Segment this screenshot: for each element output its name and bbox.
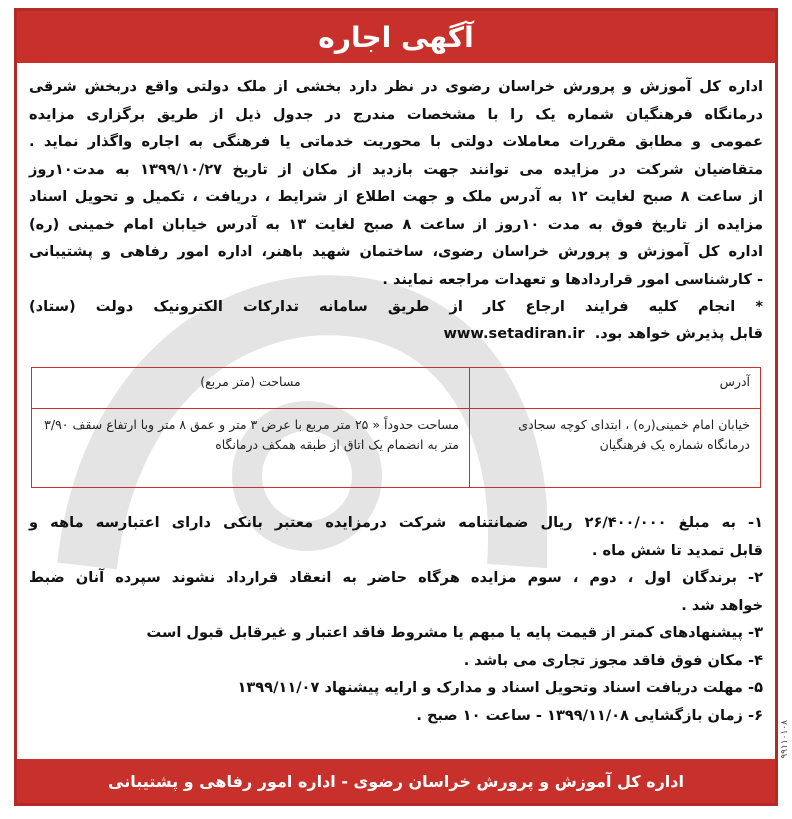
setad-url[interactable]: www.setadiran.ir [443,324,585,342]
area-header: مساحت (متر مربع) [32,368,470,409]
condition-2: ۲- برندگان اول ، دوم ، سوم مزایده هرگاه حاضر به انعقاد قرارداد نشوند سپرده آنان ضبط [29,569,763,586]
ad-frame [14,8,778,806]
ad-header [17,11,775,63]
body-line-3: عمومی و مطابق مقررات معاملات دولتی با محوریت خدماتی یا فرهنگی به اجاره واگذار نماید . [29,133,763,150]
url-line [29,321,763,347]
ad-title: آگهی اجاره [318,20,474,54]
setad-note: * انجام کلیه فرایند ارجاع کار از طریق سامانه تدارکات الکترونیک دولت (ستاد) [29,298,763,315]
body-line-4: متقاضیان شرکت در مزایده می توانند جهت بازدید از مکان از تاریخ ۱۳۹۹/۱۰/۲۷ به مدت۱۰روز [29,160,764,178]
address-header: آدرس [470,368,761,409]
body-line-8: - کارشناسی امور قراردادها و تعهدات مراجعه نمایند . [382,270,763,288]
body-line-5: از ساعت ۸ صبح لغایت ۱۲ به آدرس ملک و جهت اطلاع از شرایط ، دریافت ، تکمیل و تحویل اسناد [29,188,763,205]
body-line-7: اداره کل آموزش و پرورش خراسان رضوی، ساختمان شهید باهنر، اداره امور رفاهی و پشتیبانی [29,243,763,260]
ad-body [29,73,763,347]
conditions-list [29,509,763,729]
ad-footer [17,759,775,803]
side-code: ۹۹۱۱۰۱۰۸ [780,720,790,759]
url-suffix: قابل پذیرش خواهد بود. [594,324,763,342]
condition-1-cont: قابل تمدید تا شش ماه . [591,541,763,559]
address-value: خیابان امام خمینی(ره) ، ابتدای کوچه سجادی درمانگاه شماره یک فرهنگیان [470,409,761,488]
condition-1: ۱- به مبلغ ۲۶/۴۰۰/۰۰۰ ریال ضمانتنامه شرکت درمزایده معتبر بانکی دارای اعتبارسه ماهه و [29,514,763,531]
property-table [31,367,761,488]
condition-2-cont: خواهد شد . [681,596,763,614]
body-line-1: اداره کل آموزش و پرورش خراسان رضوی در نظر دارد بخشی از ملک دولتی واقع دربخش شرقی [29,78,763,95]
condition-3: ۳- پیشنهادهای کمتر از قیمت پایه یا مبهم یا مشروط فاقد اعتبار و غیرقابل قبول است [146,624,763,641]
footer-text: اداره کل آموزش و پرورش خراسان رضوی - اداره امور رفاهی و پشتیبانی [108,771,684,791]
condition-4: ۴- مکان فوق فاقد مجوز تجاری می باشد . [463,651,763,669]
body-line-6: مزایده از تاریخ فوق به مدت ۱۰روز از ساعت ۸ صبح لغایت ۱۳ به آدرس خیابان امام خمینی (ره) [29,215,763,233]
condition-5: ۵- مهلت دریافت اسناد وتحویل اسناد و مدارک و ارایه پیشنهاد ۱۳۹۹/۱۱/۰۷ [237,679,763,696]
condition-6: ۶- زمان بازگشایی ۱۳۹۹/۱۱/۰۸ - ساعت ۱۰ صبح . [416,706,763,724]
body-line-2: درمانگاه فرهنگیان شماره یک را با مشخصات مندرج در جدول ذیل از طریق برگزاری مزایده [29,105,763,123]
area-value: مساحت حدوداً « ۲۵ متر مربع با عرض ۳ متر و عمق ۸ متر وبا ارتفاع سقف ۳/۹۰ متر به انضمام یک اتاق از طبقه همکف درمانگاه [32,409,470,488]
